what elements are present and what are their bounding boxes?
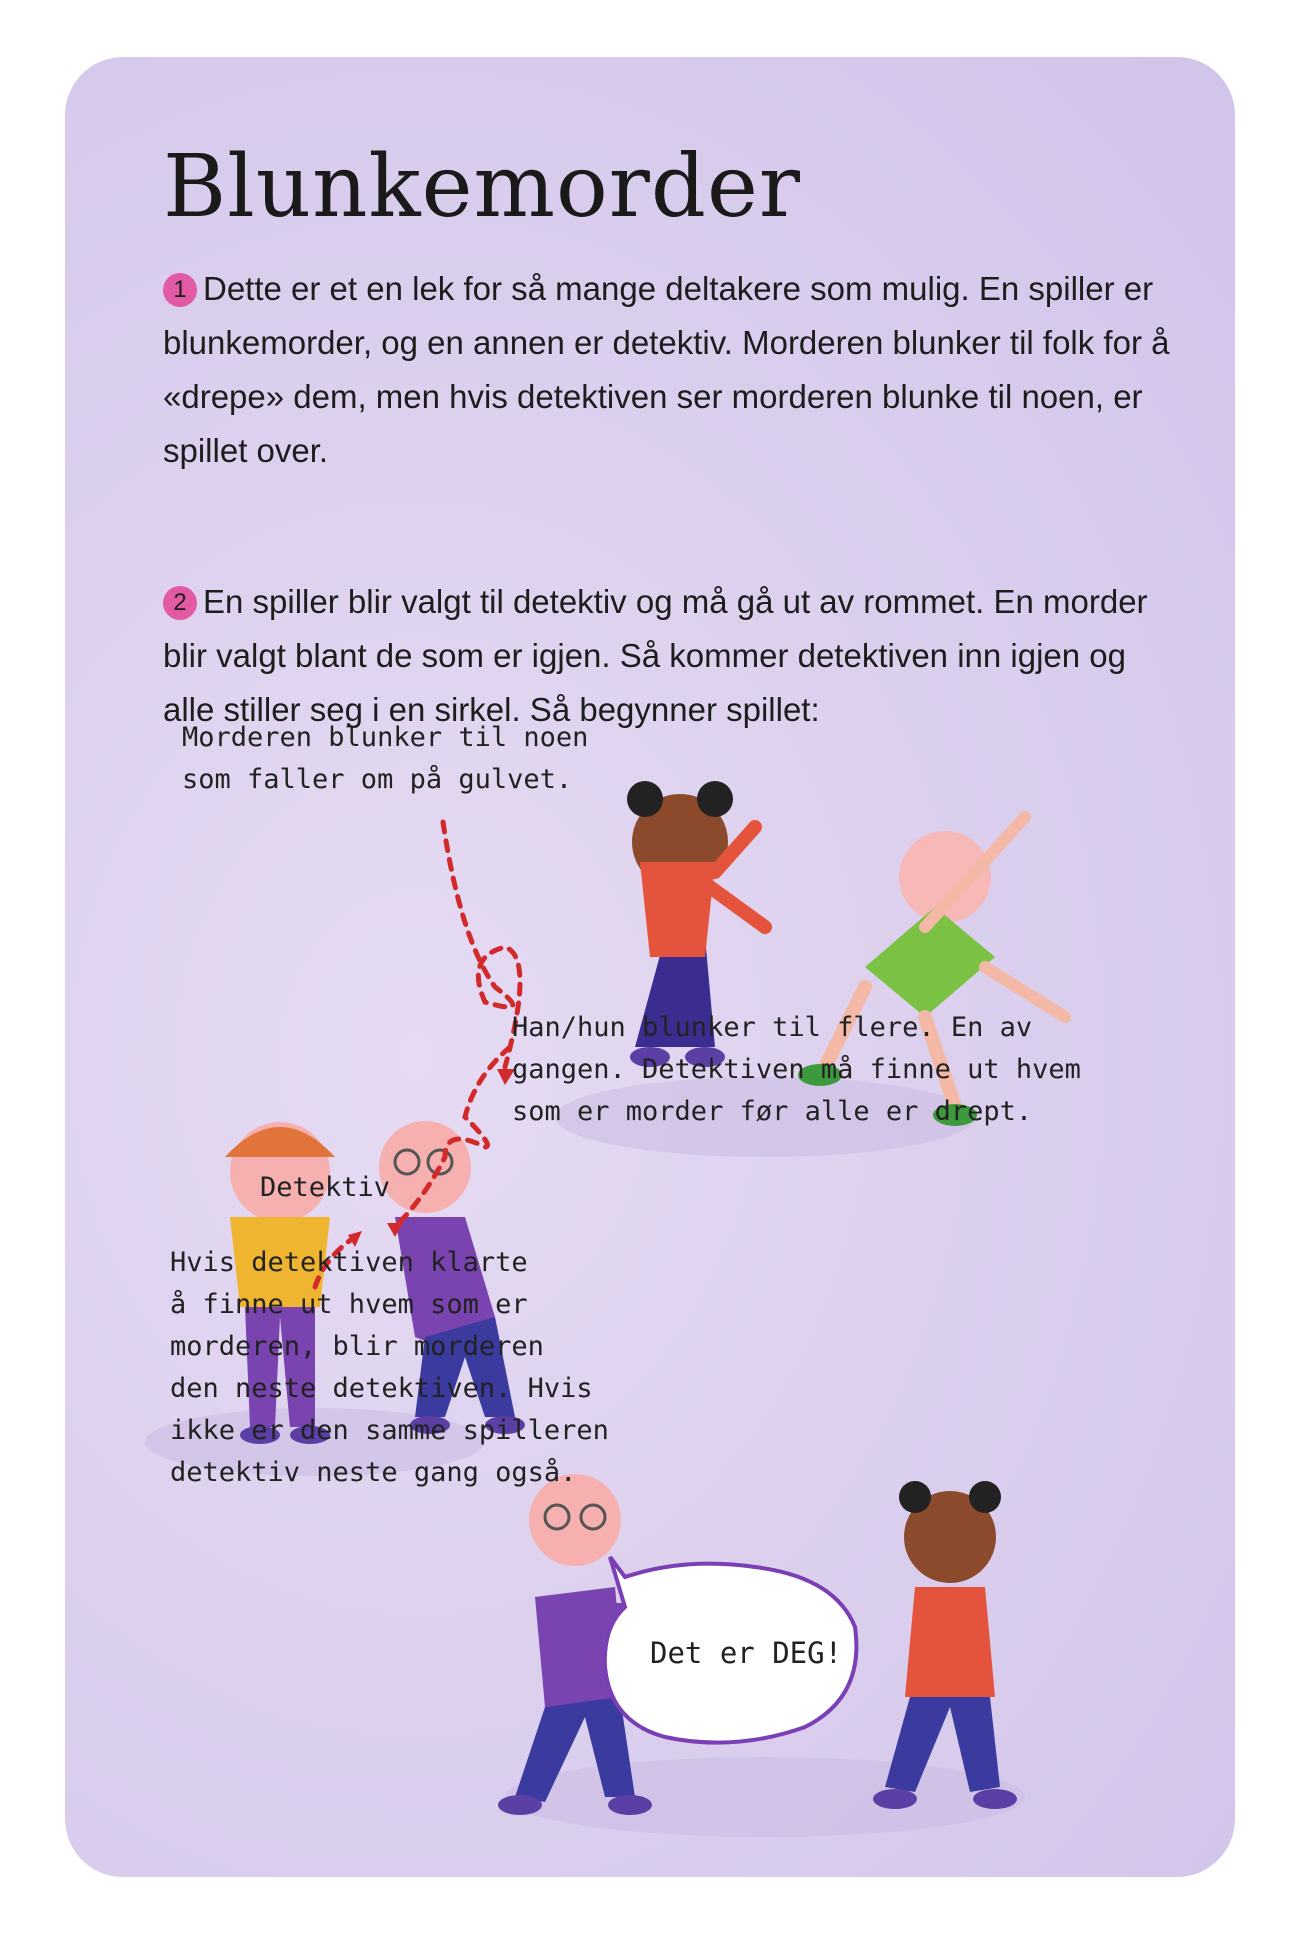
step-number-badge: 2	[163, 586, 197, 620]
card-title: Blunkemorder	[163, 137, 801, 237]
step-number-badge: 1	[163, 273, 197, 307]
speech-text: Det er DEG!	[650, 1636, 843, 1670]
game-card	[65, 57, 1235, 1877]
step-1-text: Dette er et en lek for så mange deltakere som mulig. En spiller er blunkemorder, og en annen er detektiv. Morderen blunker til folk for å «drepe» dem, men hvis detektiven ser morderen blunke til noen, er spillet over.	[163, 270, 1170, 469]
caption-outcome: Hvis detektiven klarte å finne ut hvem som er morderen, blir morderen den neste detektiven. Hvis ikke er den samme spilleren detektiv neste gang også.	[170, 1247, 609, 1488]
caption-detective: Detektiv	[260, 1172, 391, 1203]
caption-winks-more: Han/hun blunker til flere. En av gangen. Detektiven må finne ut hvem som er morder før alle er drept.	[512, 1012, 1081, 1127]
step-2-text: En spiller blir valgt til detektiv og må gå ut av rommet. En morder blir valgt blant de som er igjen. Så kommer detektiven inn igjen og alle stiller seg i en sirkel. Så begynner spillet:	[163, 583, 1148, 728]
girl-accused-figure	[873, 1481, 1017, 1809]
caption-murderer-winks: Morderen blunker til noen som faller om på gulvet.	[182, 722, 589, 795]
illustration	[65, 57, 1235, 1877]
